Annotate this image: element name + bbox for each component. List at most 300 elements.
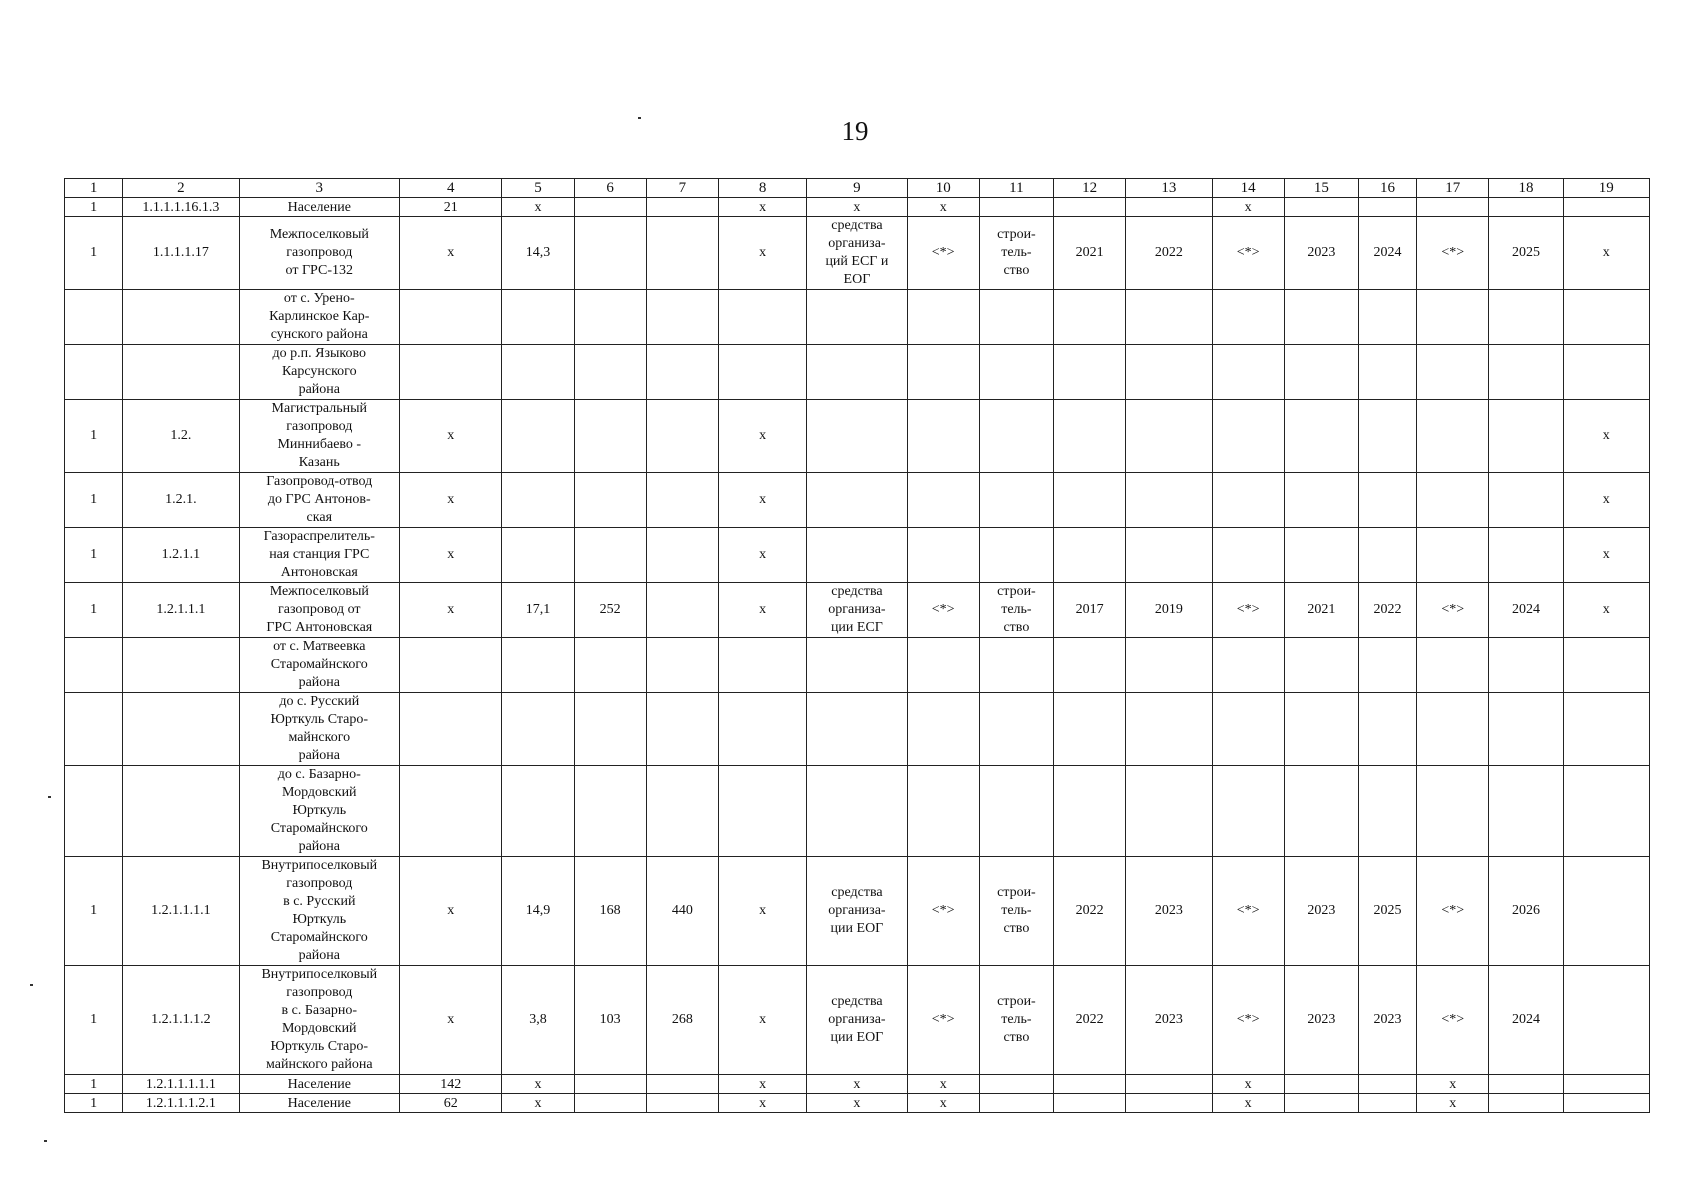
table-cell bbox=[1054, 766, 1126, 857]
table-cell: x bbox=[807, 198, 907, 217]
table-cell bbox=[502, 766, 574, 857]
table-cell: 2025 bbox=[1358, 857, 1416, 966]
table-cell bbox=[1126, 473, 1212, 528]
table-cell bbox=[400, 345, 502, 400]
table-cell: x bbox=[1417, 1075, 1489, 1094]
column-header: 4 bbox=[400, 179, 502, 198]
table-row bbox=[65, 966, 1650, 1075]
table-cell: x bbox=[719, 528, 807, 583]
table-cell: строи- тель- ство bbox=[979, 857, 1053, 966]
table-cell bbox=[65, 693, 123, 766]
table-cell bbox=[502, 345, 574, 400]
table-cell: x bbox=[719, 400, 807, 473]
table-row bbox=[65, 473, 1650, 528]
table-cell bbox=[1563, 638, 1649, 693]
table-cell bbox=[1563, 966, 1649, 1075]
table-cell: x bbox=[719, 857, 807, 966]
table-cell bbox=[1489, 638, 1563, 693]
table-cell bbox=[1054, 1075, 1126, 1094]
table-cell: <*> bbox=[907, 217, 979, 290]
column-header: 12 bbox=[1054, 179, 1126, 198]
table-cell bbox=[502, 290, 574, 345]
table-cell bbox=[979, 473, 1053, 528]
table-cell bbox=[907, 473, 979, 528]
table-cell bbox=[502, 400, 574, 473]
table-cell: x bbox=[807, 1094, 907, 1113]
table-cell: 103 bbox=[574, 966, 646, 1075]
table-cell: 1.2. bbox=[123, 400, 239, 473]
table-cell: Магистральный газопровод Миннибаево - Казань bbox=[239, 400, 400, 473]
column-header: 8 bbox=[719, 179, 807, 198]
table-row bbox=[65, 766, 1650, 857]
table-cell bbox=[1417, 766, 1489, 857]
table-cell bbox=[1054, 693, 1126, 766]
table-cell: строи- тель- ство bbox=[979, 583, 1053, 638]
table-cell bbox=[807, 400, 907, 473]
table-cell bbox=[646, 217, 718, 290]
table-cell bbox=[1563, 766, 1649, 857]
scan-speck bbox=[30, 984, 33, 986]
table-cell: 168 bbox=[574, 857, 646, 966]
column-header: 6 bbox=[574, 179, 646, 198]
table-cell bbox=[646, 400, 718, 473]
table-cell: 2017 bbox=[1054, 583, 1126, 638]
table-cell: x bbox=[400, 528, 502, 583]
table-cell bbox=[907, 638, 979, 693]
table-cell bbox=[907, 693, 979, 766]
table-cell bbox=[719, 693, 807, 766]
table-cell bbox=[1284, 290, 1358, 345]
table-cell bbox=[719, 638, 807, 693]
table-cell bbox=[574, 528, 646, 583]
table-cell bbox=[646, 1094, 718, 1113]
table-cell bbox=[1054, 345, 1126, 400]
table-cell: x bbox=[502, 1094, 574, 1113]
table-cell: x bbox=[907, 198, 979, 217]
table-cell: 1 bbox=[65, 400, 123, 473]
table-cell bbox=[646, 473, 718, 528]
table-cell bbox=[1563, 693, 1649, 766]
table-cell bbox=[123, 638, 239, 693]
table-cell bbox=[65, 766, 123, 857]
table-cell: x bbox=[719, 473, 807, 528]
table-cell bbox=[719, 766, 807, 857]
table-cell bbox=[1358, 528, 1416, 583]
table-cell bbox=[65, 290, 123, 345]
table-cell bbox=[646, 528, 718, 583]
table-cell: средства организа- ций ЕСГ и ЕОГ bbox=[807, 217, 907, 290]
table-cell: x bbox=[1563, 528, 1649, 583]
table-cell: Внутрипоселковый газопровод в с. Русский Юрткуль Старомайнского района bbox=[239, 857, 400, 966]
table-cell bbox=[807, 290, 907, 345]
table-cell: 1.2.1. bbox=[123, 473, 239, 528]
column-header: 7 bbox=[646, 179, 718, 198]
table-cell bbox=[1054, 400, 1126, 473]
table-cell bbox=[1358, 400, 1416, 473]
table-cell bbox=[1284, 345, 1358, 400]
table-cell bbox=[979, 638, 1053, 693]
table-cell: <*> bbox=[1212, 217, 1284, 290]
table-cell: x bbox=[400, 473, 502, 528]
table-row bbox=[65, 290, 1650, 345]
table-cell bbox=[1284, 1094, 1358, 1113]
table-cell: Население bbox=[239, 198, 400, 217]
table-cell: 14,3 bbox=[502, 217, 574, 290]
table-cell bbox=[1126, 766, 1212, 857]
table-cell bbox=[1358, 345, 1416, 400]
table-cell: 1.1.1.1.16.1.3 bbox=[123, 198, 239, 217]
table-cell bbox=[646, 583, 718, 638]
table-row bbox=[65, 583, 1650, 638]
table-cell: 2021 bbox=[1284, 583, 1358, 638]
table-cell bbox=[1563, 345, 1649, 400]
table-cell: x bbox=[1212, 198, 1284, 217]
table-cell: 17,1 bbox=[502, 583, 574, 638]
table-cell: x bbox=[1563, 473, 1649, 528]
table-cell: от с. Урено- Карлинское Кар- сунского района bbox=[239, 290, 400, 345]
table-cell bbox=[1284, 693, 1358, 766]
table-cell: <*> bbox=[907, 966, 979, 1075]
table-cell bbox=[1417, 638, 1489, 693]
table-cell bbox=[646, 198, 718, 217]
table-cell: <*> bbox=[1417, 583, 1489, 638]
table-cell bbox=[1284, 1075, 1358, 1094]
table-cell: <*> bbox=[1212, 966, 1284, 1075]
table-cell bbox=[1358, 693, 1416, 766]
table-cell: 2019 bbox=[1126, 583, 1212, 638]
table-cell bbox=[907, 766, 979, 857]
table-cell bbox=[574, 638, 646, 693]
table-cell bbox=[400, 638, 502, 693]
table-cell bbox=[1417, 528, 1489, 583]
table-cell bbox=[1563, 1094, 1649, 1113]
table-cell bbox=[1126, 345, 1212, 400]
table-cell bbox=[1126, 528, 1212, 583]
table-cell bbox=[65, 638, 123, 693]
table-cell: 440 bbox=[646, 857, 718, 966]
table-row bbox=[65, 400, 1650, 473]
table-cell bbox=[1212, 400, 1284, 473]
table-cell: x bbox=[400, 966, 502, 1075]
table-cell: x bbox=[502, 1075, 574, 1094]
page-number: 19 bbox=[841, 116, 869, 146]
table-cell bbox=[807, 528, 907, 583]
table-cell bbox=[1126, 693, 1212, 766]
table-cell: x bbox=[719, 966, 807, 1075]
table-row bbox=[65, 217, 1650, 290]
column-header: 1 bbox=[65, 179, 123, 198]
table-cell: x bbox=[1212, 1094, 1284, 1113]
table-cell bbox=[1054, 198, 1126, 217]
scan-speck bbox=[638, 117, 641, 119]
table-cell bbox=[807, 638, 907, 693]
table-cell bbox=[400, 290, 502, 345]
table-cell bbox=[1212, 766, 1284, 857]
table-cell: x bbox=[400, 217, 502, 290]
table-cell: 268 bbox=[646, 966, 718, 1075]
table-cell: 2025 bbox=[1489, 217, 1563, 290]
table-cell: 2023 bbox=[1126, 966, 1212, 1075]
table-cell bbox=[574, 473, 646, 528]
table-cell bbox=[979, 693, 1053, 766]
table-row bbox=[65, 1094, 1650, 1113]
table-cell bbox=[574, 693, 646, 766]
table-row bbox=[65, 528, 1650, 583]
table-cell bbox=[1358, 766, 1416, 857]
table-cell bbox=[400, 766, 502, 857]
table-cell: <*> bbox=[1417, 857, 1489, 966]
table-cell bbox=[807, 766, 907, 857]
table-cell: <*> bbox=[1212, 583, 1284, 638]
table-cell: x bbox=[719, 1075, 807, 1094]
table-cell bbox=[1358, 198, 1416, 217]
table-cell: 1.1.1.1.17 bbox=[123, 217, 239, 290]
table-cell: строи- тель- ство bbox=[979, 966, 1053, 1075]
data-table bbox=[64, 178, 1650, 1113]
table-cell: до с. Русский Юрткуль Старо- майнского района bbox=[239, 693, 400, 766]
table-cell: средства организа- ции ЕОГ bbox=[807, 857, 907, 966]
header-row bbox=[65, 179, 1650, 198]
table-cell bbox=[1212, 473, 1284, 528]
table-cell bbox=[1284, 528, 1358, 583]
table-cell: 2023 bbox=[1284, 217, 1358, 290]
table-cell bbox=[1284, 198, 1358, 217]
table-cell bbox=[1417, 290, 1489, 345]
table-cell: x bbox=[400, 857, 502, 966]
table-cell bbox=[1417, 693, 1489, 766]
table-cell bbox=[400, 693, 502, 766]
table-cell bbox=[1054, 473, 1126, 528]
table-cell bbox=[1212, 290, 1284, 345]
table-cell bbox=[1126, 400, 1212, 473]
table-cell bbox=[1212, 345, 1284, 400]
table-cell: Население bbox=[239, 1094, 400, 1113]
column-header: 5 bbox=[502, 179, 574, 198]
table-cell: 1.2.1.1.1.1.1 bbox=[123, 1075, 239, 1094]
table-cell: 1 bbox=[65, 1075, 123, 1094]
table-cell: Население bbox=[239, 1075, 400, 1094]
table-cell: 2024 bbox=[1358, 217, 1416, 290]
table-cell: 2022 bbox=[1126, 217, 1212, 290]
table-cell: x bbox=[719, 1094, 807, 1113]
table-cell bbox=[646, 693, 718, 766]
table-cell: x bbox=[502, 198, 574, 217]
table-cell bbox=[646, 766, 718, 857]
table-cell: 2023 bbox=[1358, 966, 1416, 1075]
table-cell: 252 bbox=[574, 583, 646, 638]
table-cell bbox=[574, 1075, 646, 1094]
table-cell bbox=[1284, 638, 1358, 693]
table-cell: от с. Матвеевка Старомайнского района bbox=[239, 638, 400, 693]
table-cell bbox=[574, 198, 646, 217]
scan-speck bbox=[44, 1140, 47, 1142]
table-cell: 2023 bbox=[1284, 966, 1358, 1075]
table-cell: 1 bbox=[65, 583, 123, 638]
table-cell bbox=[502, 528, 574, 583]
table-cell bbox=[1212, 528, 1284, 583]
table-cell: средства организа- ции ЕСГ bbox=[807, 583, 907, 638]
column-header: 11 bbox=[979, 179, 1053, 198]
table-cell bbox=[574, 766, 646, 857]
table-cell: x bbox=[1212, 1075, 1284, 1094]
table-cell: <*> bbox=[907, 857, 979, 966]
column-header: 9 bbox=[807, 179, 907, 198]
table-cell: 1 bbox=[65, 473, 123, 528]
column-header: 3 bbox=[239, 179, 400, 198]
table-cell bbox=[1563, 1075, 1649, 1094]
table-cell bbox=[502, 638, 574, 693]
table-cell bbox=[1417, 345, 1489, 400]
table-cell bbox=[1358, 290, 1416, 345]
table-cell bbox=[1126, 290, 1212, 345]
table-cell: x bbox=[719, 198, 807, 217]
table-cell bbox=[907, 290, 979, 345]
table-cell bbox=[719, 290, 807, 345]
table-cell bbox=[807, 473, 907, 528]
table-cell bbox=[979, 198, 1053, 217]
table-cell: 1 bbox=[65, 1094, 123, 1113]
table-cell bbox=[502, 693, 574, 766]
table-cell: <*> bbox=[907, 583, 979, 638]
table-cell: 2022 bbox=[1054, 857, 1126, 966]
table-cell: 1 bbox=[65, 217, 123, 290]
table-cell bbox=[1563, 290, 1649, 345]
table-cell bbox=[807, 693, 907, 766]
table-cell: 2024 bbox=[1489, 966, 1563, 1075]
table-cell bbox=[1284, 473, 1358, 528]
table-cell bbox=[1489, 766, 1563, 857]
table-cell: до с. Базарно- Мордовский Юрткуль Старомайнского района bbox=[239, 766, 400, 857]
table-cell: 1.2.1.1.1.1 bbox=[123, 857, 239, 966]
table-row bbox=[65, 693, 1650, 766]
table-cell: 2023 bbox=[1126, 857, 1212, 966]
table-cell bbox=[1126, 1075, 1212, 1094]
table-cell bbox=[979, 1075, 1053, 1094]
table-cell: 2021 bbox=[1054, 217, 1126, 290]
table-cell: 1.2.1.1.1 bbox=[123, 583, 239, 638]
table-cell bbox=[1358, 1094, 1416, 1113]
table-cell bbox=[1212, 638, 1284, 693]
table-cell bbox=[1489, 473, 1563, 528]
table-cell: Межпоселковый газопровод от ГРС Антоновская bbox=[239, 583, 400, 638]
table-cell: 2022 bbox=[1358, 583, 1416, 638]
table-cell bbox=[646, 1075, 718, 1094]
table-cell: x bbox=[807, 1075, 907, 1094]
table-cell: средства организа- ции ЕОГ bbox=[807, 966, 907, 1075]
table-cell: 142 bbox=[400, 1075, 502, 1094]
table-cell bbox=[1358, 1075, 1416, 1094]
table-cell bbox=[1489, 1075, 1563, 1094]
table-cell: 2022 bbox=[1054, 966, 1126, 1075]
table-cell: 3,8 bbox=[502, 966, 574, 1075]
table-cell bbox=[65, 345, 123, 400]
table-row bbox=[65, 198, 1650, 217]
table-cell: Внутрипоселковый газопровод в с. Базарно- Мордовский Юрткуль Старо- майнского района bbox=[239, 966, 400, 1075]
table-cell bbox=[1054, 290, 1126, 345]
table-cell bbox=[123, 345, 239, 400]
table-cell: <*> bbox=[1417, 966, 1489, 1075]
table-cell: x bbox=[719, 217, 807, 290]
table-cell bbox=[1563, 857, 1649, 966]
table-cell bbox=[574, 1094, 646, 1113]
table-cell bbox=[1284, 766, 1358, 857]
table-cell: 1.2.1.1 bbox=[123, 528, 239, 583]
column-header: 16 bbox=[1358, 179, 1416, 198]
table-cell: x bbox=[907, 1075, 979, 1094]
scan-speck bbox=[48, 796, 51, 798]
table-cell bbox=[1489, 1094, 1563, 1113]
table-cell: x bbox=[1563, 583, 1649, 638]
table-cell bbox=[1489, 198, 1563, 217]
table-cell: строи- тель- ство bbox=[979, 217, 1053, 290]
table-cell bbox=[123, 766, 239, 857]
table-cell: x bbox=[400, 583, 502, 638]
table-cell bbox=[1054, 528, 1126, 583]
table-cell bbox=[1212, 693, 1284, 766]
table-cell: 1.2.1.1.1.2 bbox=[123, 966, 239, 1075]
table-cell bbox=[907, 400, 979, 473]
table-cell bbox=[1358, 638, 1416, 693]
table-cell bbox=[1417, 198, 1489, 217]
table-row bbox=[65, 345, 1650, 400]
column-header: 14 bbox=[1212, 179, 1284, 198]
table-cell: x bbox=[719, 583, 807, 638]
table-cell bbox=[1358, 473, 1416, 528]
table-cell bbox=[979, 400, 1053, 473]
table-cell bbox=[646, 638, 718, 693]
table-body bbox=[65, 179, 1650, 1113]
table-cell bbox=[574, 217, 646, 290]
column-header: 17 bbox=[1417, 179, 1489, 198]
table-cell bbox=[502, 473, 574, 528]
table-cell bbox=[719, 345, 807, 400]
table-cell: 2023 bbox=[1284, 857, 1358, 966]
column-header: 2 bbox=[123, 179, 239, 198]
table-cell: Газораспрелитель- ная станция ГРС Антоновская bbox=[239, 528, 400, 583]
table-cell bbox=[979, 1094, 1053, 1113]
table-cell: x bbox=[400, 400, 502, 473]
table-cell: 1 bbox=[65, 966, 123, 1075]
table-cell: 62 bbox=[400, 1094, 502, 1113]
table-cell bbox=[646, 345, 718, 400]
table-cell: <*> bbox=[1212, 857, 1284, 966]
table-cell bbox=[123, 693, 239, 766]
table-cell bbox=[1054, 638, 1126, 693]
table-cell: до р.п. Языково Карсунского района bbox=[239, 345, 400, 400]
table-cell bbox=[1417, 400, 1489, 473]
table-cell bbox=[574, 400, 646, 473]
table-cell bbox=[1126, 1094, 1212, 1113]
table-row bbox=[65, 1075, 1650, 1094]
table-cell bbox=[907, 345, 979, 400]
table-row bbox=[65, 857, 1650, 966]
table-cell bbox=[807, 345, 907, 400]
table-cell bbox=[1489, 400, 1563, 473]
table-cell bbox=[1563, 198, 1649, 217]
table-cell bbox=[979, 290, 1053, 345]
table-cell bbox=[979, 528, 1053, 583]
table-cell bbox=[574, 345, 646, 400]
table-cell: 2026 bbox=[1489, 857, 1563, 966]
table-cell: 2024 bbox=[1489, 583, 1563, 638]
table-cell: x bbox=[907, 1094, 979, 1113]
table-cell: 1 bbox=[65, 857, 123, 966]
table-cell bbox=[1126, 198, 1212, 217]
column-header: 10 bbox=[907, 179, 979, 198]
column-header: 13 bbox=[1126, 179, 1212, 198]
table-cell bbox=[574, 290, 646, 345]
table-cell: x bbox=[1563, 400, 1649, 473]
